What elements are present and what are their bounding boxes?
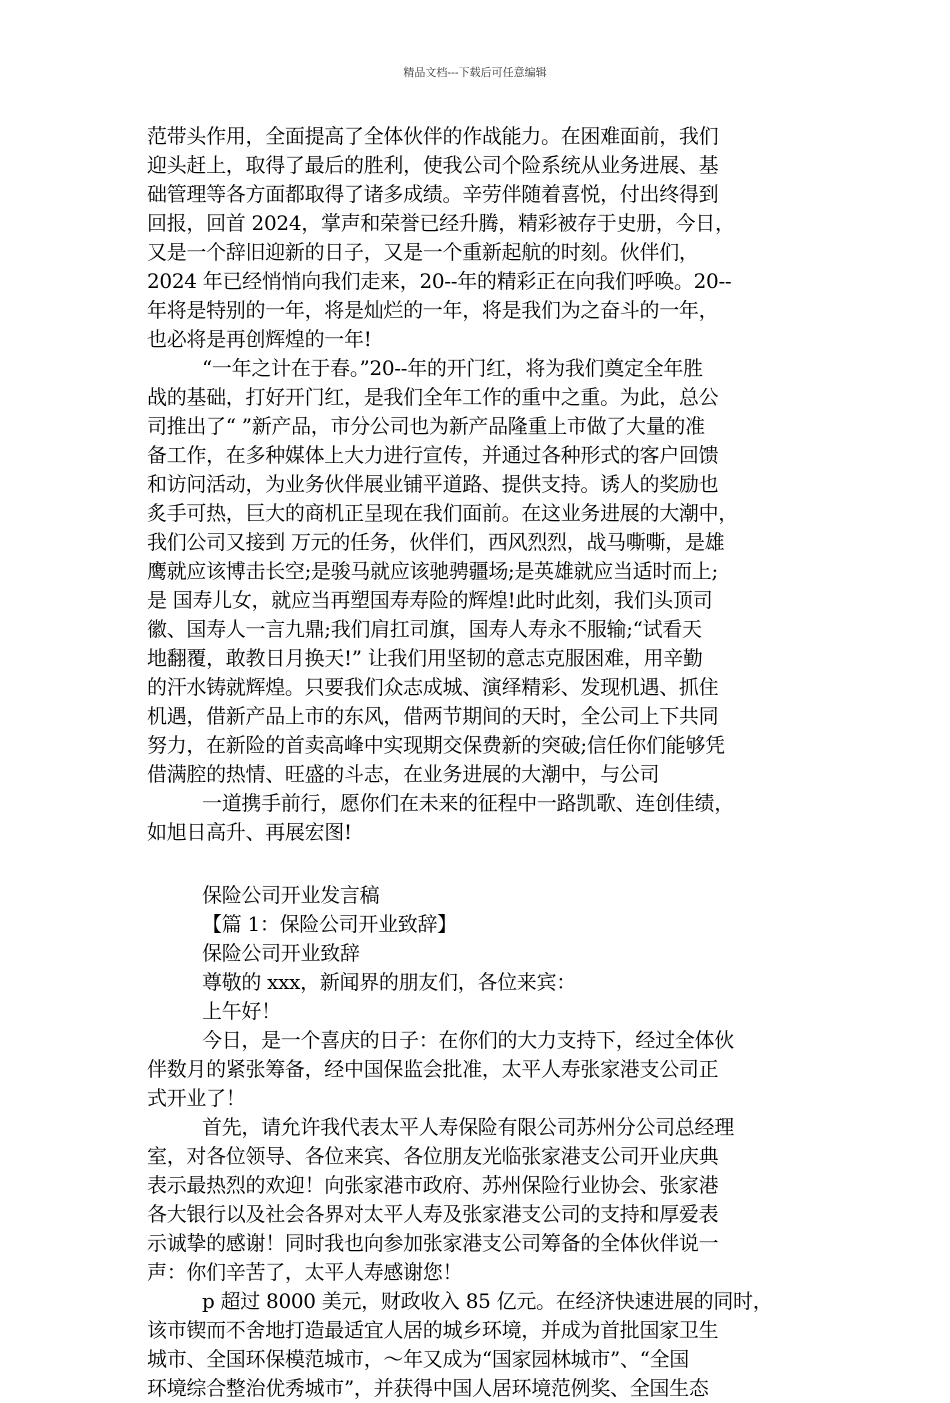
text-line: 今日，是一个喜庆的日子：在你们的大力支持下，经过全体伙 [202, 1028, 734, 1052]
text-line: 又是一个辞旧迎新的日子，又是一个重新起航的时刻。伙伴们， [147, 240, 699, 264]
speech-section [147, 881, 811, 1403]
text-line: 范带头作用，全面提高了全体伙伴的作战能力。在困难面前，我们 [147, 124, 719, 148]
document-body [147, 122, 811, 1403]
paragraph-1 [147, 122, 811, 354]
speech-title: 保险公司开业发言稿 [202, 883, 380, 907]
text-line: 表示最热烈的欢迎！向张家港市政府、苏州保险行业协会、张家港 [147, 1173, 719, 1197]
text-line: 式开业了！ [147, 1086, 246, 1110]
greeting: 上午好！ [202, 999, 281, 1023]
speech-paragraph-1 [147, 1026, 811, 1113]
text-line: 炙手可热，巨大的商机正呈现在我们面前。在这业务进展的大潮中， [147, 501, 738, 525]
paragraph-2 [147, 354, 811, 789]
text-line: “一年之计在于春。”20--年的开门红，将为我们奠定全年胜 [202, 356, 703, 380]
salutation: 尊敬的 xxx，新闻界的朋友们，各位来宾： [202, 970, 576, 994]
text-line: 战的基础，打好开门红，是我们全年工作的重中之重。为此，总公 [147, 385, 719, 409]
text-line: 年将是特别的一年，将是灿烂的一年，将是我们为之奋斗的一年， [147, 298, 719, 322]
text-line: 的汗水铸就辉煌。只要我们众志成城、演绎精彩、发现机遇、抓住 [147, 675, 719, 699]
page-header: 精品文档---下载后可任意编辑 [403, 66, 547, 79]
text-line: 借满腔的热情、旺盛的斗志，在业务进展的大潮中，与公司 [147, 762, 660, 786]
text-line: 机遇，借新产品上市的东风，借两节期间的天时，全公司上下共同 [147, 704, 719, 728]
text-line: 示诚挚的感谢！同时我也向参加张家港支公司筹备的全体伙伴说一 [147, 1231, 719, 1255]
speech-paragraph-2 [147, 1113, 811, 1287]
text-line: 首先，请允许我代表太平人寿保险有限公司苏州分公司总经理 [202, 1115, 734, 1139]
text-line: 该市锲而不舍地打造最适宜人居的城乡环境，并成为首批国家卫生 [147, 1318, 719, 1342]
chapter-heading: 【篇 1：保险公司开业致辞】 [202, 912, 457, 936]
text-line: 迎头赶上，取得了最后的胜利，使我公司个险系统从业务进展、基 [147, 153, 719, 177]
text-line: 地翻覆，敢教日月换天!” 让我们用坚韧的意志克服困难，用辛勤 [147, 646, 703, 670]
paragraph-3 [147, 789, 811, 847]
text-line: 伴数月的紧张筹备，经中国保监会批准，太平人寿张家港支公司正 [147, 1057, 719, 1081]
text-line: 声：你们辛苦了，太平人寿感谢您！ [147, 1260, 463, 1284]
text-line: 回报，回首 2024，掌声和荣誉已经升腾，精彩被存于史册，今日， [147, 211, 735, 235]
text-line: 我们公司又接到 万元的任务，伙伴们，西风烈烈，战马嘶嘶，是雄 [147, 530, 725, 554]
text-line: 各大银行以及社会各界对太平人寿及张家港支公司的支持和厚爱表 [147, 1202, 719, 1226]
text-line: 努力，在新险的首卖高峰中实现期交保费新的突破;信任你们能够凭 [147, 733, 725, 757]
text-line: 鹰就应该博击长空;是骏马就应该驰骋疆场;是英雄就应当适时而上; [147, 559, 718, 583]
text-line: 也必将是再创辉煌的一年! [147, 327, 372, 351]
text-line: 如旭日高升、再展宏图! [147, 820, 352, 844]
section-gap [147, 847, 811, 881]
text-line: 城市、全国环保模范城市，～年又成为“国家园林城市”、“全国 [147, 1347, 689, 1371]
speech-paragraph-3 [147, 1287, 811, 1403]
speech-subtitle: 保险公司开业致辞 [202, 941, 360, 965]
text-line: 室，对各位领导、各位来宾、各位朋友光临张家港支公司开业庆典 [147, 1144, 719, 1168]
text-line: 司推出了“ ”新产品，市分公司也为新产品隆重上市做了大量的准 [147, 414, 705, 438]
text-line: 和访问活动，为业务伙伴展业铺平道路、提供支持。诱人的奖励也 [147, 472, 719, 496]
text-line: 础管理等各方面都取得了诸多成绩。辛劳伴随着喜悦，付出终得到 [147, 182, 719, 206]
text-line: 备工作，在多种媒体上大力进行宣传，并通过各种形式的客户回馈 [147, 443, 719, 467]
text-line: 环境综合整治优秀城市”，并获得中国人居环境范例奖、全国生态 [147, 1376, 709, 1400]
text-line: 2024 年已经悄悄向我们走来，20--年的精彩正在向我们呼唤。20-- [147, 269, 732, 293]
text-line: 一道携手前行，愿你们在未来的征程中一路凯歌、连创佳绩， [202, 791, 734, 815]
text-line: p 超过 8000 美元，财政收入 85 亿元。在经济快速进展的同时， [202, 1289, 773, 1313]
text-line: 是 国寿儿女，就应当再塑国寿寿险的辉煌!此时此刻，我们头顶司 [147, 588, 713, 612]
text-line: 徽、国寿人一言九鼎;我们肩扛司旗，国寿人寿永不服输;“试看天 [147, 617, 702, 641]
